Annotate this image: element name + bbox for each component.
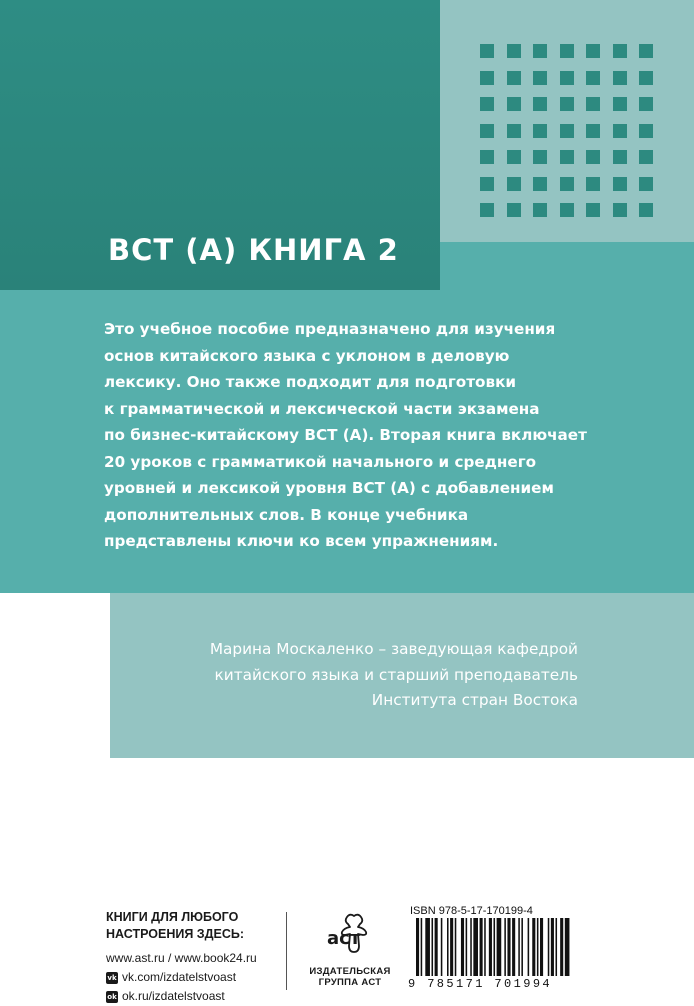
grid-dot (507, 44, 521, 58)
grid-dot (507, 150, 521, 164)
grid-dot (560, 203, 574, 217)
grid-dot (560, 124, 574, 138)
footer-promo (106, 909, 257, 1006)
grid-dot (639, 150, 653, 164)
ok-icon: ok (107, 992, 117, 1001)
grid-dot (586, 124, 600, 138)
grid-dot (533, 71, 547, 85)
author-line: Марина Москаленко – заведующая кафедрой (209, 640, 578, 658)
grid-dot (480, 97, 494, 111)
grid-dot (613, 97, 627, 111)
grid-dot (586, 177, 600, 191)
ok-link[interactable] (106, 987, 257, 1006)
book-title: BCT (A) КНИГА 2 (108, 233, 399, 267)
grid-dot (533, 44, 547, 58)
grid-dot (533, 150, 547, 164)
grid-dot (586, 97, 600, 111)
description-line: дополнительных слов. В конце учебника (104, 505, 469, 524)
description-line: представлены ключи ко всем упражнениям. (104, 532, 499, 550)
grid-dot (480, 71, 494, 85)
ok-link-text: ok.ru/izdatelstvoast (122, 989, 225, 1003)
grid-dot (480, 44, 494, 58)
description-line: 20 уроков с грамматикой начального и среднего (104, 452, 537, 471)
promo-line: НАСТРОЕНИЯ ЗДЕСЬ: (106, 927, 245, 941)
book-description (104, 316, 587, 555)
grid-dot (586, 203, 600, 217)
grid-dot (613, 150, 627, 164)
grid-dot (613, 177, 627, 191)
dot-grid-decoration (480, 44, 666, 230)
vk-link-text: vk.com/izdatelstvoast (122, 970, 237, 984)
promo-line: КНИГИ ДЛЯ ЛЮБОГО (106, 910, 239, 924)
grid-dot (613, 203, 627, 217)
grid-dot (639, 97, 653, 111)
grid-dot (613, 44, 627, 58)
grid-dot (533, 97, 547, 111)
grid-dot (480, 124, 494, 138)
grid-dot (507, 124, 521, 138)
grid-dot (560, 177, 574, 191)
grid-dot (560, 44, 574, 58)
grid-dot (639, 71, 653, 85)
mid-right-block (440, 242, 694, 290)
grid-dot (507, 203, 521, 217)
grid-dot (507, 97, 521, 111)
description-line: лексику. Оно также подходит для подготовки (104, 373, 517, 391)
grid-dot (533, 124, 547, 138)
author-info (150, 637, 578, 714)
grid-dot (639, 44, 653, 58)
grid-dot (533, 203, 547, 217)
grid-dot (480, 177, 494, 191)
footer-divider (286, 912, 287, 990)
sites-link[interactable]: www.ast.ru / www.book24.ru (106, 951, 257, 965)
grid-dot (586, 44, 600, 58)
grid-dot (480, 203, 494, 217)
grid-dot (533, 177, 547, 191)
grid-dot (639, 203, 653, 217)
grid-dot (613, 124, 627, 138)
grid-dot (586, 150, 600, 164)
grid-dot (560, 71, 574, 85)
grid-dot (560, 150, 574, 164)
description-line: по бизнес-китайскому BCT (A). Вторая книга включает (104, 426, 587, 444)
grid-dot (586, 71, 600, 85)
isbn-barcode (408, 905, 586, 993)
ast-logo-icon (320, 912, 380, 962)
publisher-name-line: ИЗДАТЕЛЬСКАЯ (309, 966, 391, 977)
publisher-name-line: ГРУППА АСТ (318, 977, 382, 988)
grid-dot (507, 71, 521, 85)
grid-dot (560, 97, 574, 111)
author-line: китайского языка и старший преподаватель (214, 665, 578, 684)
barcode-icon (408, 918, 586, 978)
grid-dot (639, 124, 653, 138)
description-line: к грамматической и лексической части экзамена (104, 399, 540, 418)
description-line: Это учебное пособие предназначено для изучения (104, 320, 556, 338)
vk-icon: vk (107, 973, 117, 982)
grid-dot (480, 150, 494, 164)
barcode-digits: 9 785171 701994 (408, 977, 553, 991)
grid-dot (613, 71, 627, 85)
author-line: Института стран Востока (371, 691, 578, 709)
publisher-logo-text: аст (327, 928, 361, 949)
vk-link[interactable] (106, 968, 257, 987)
description-line: уровней и лексикой уровня BCT (A) с добавлением (104, 479, 554, 497)
description-line: основ китайского языка с уклоном в деловую (104, 346, 510, 365)
publisher-logo (300, 912, 400, 988)
grid-dot (639, 177, 653, 191)
grid-dot (507, 177, 521, 191)
isbn-number: ISBN 978-5-17-170199-4 (410, 905, 533, 917)
